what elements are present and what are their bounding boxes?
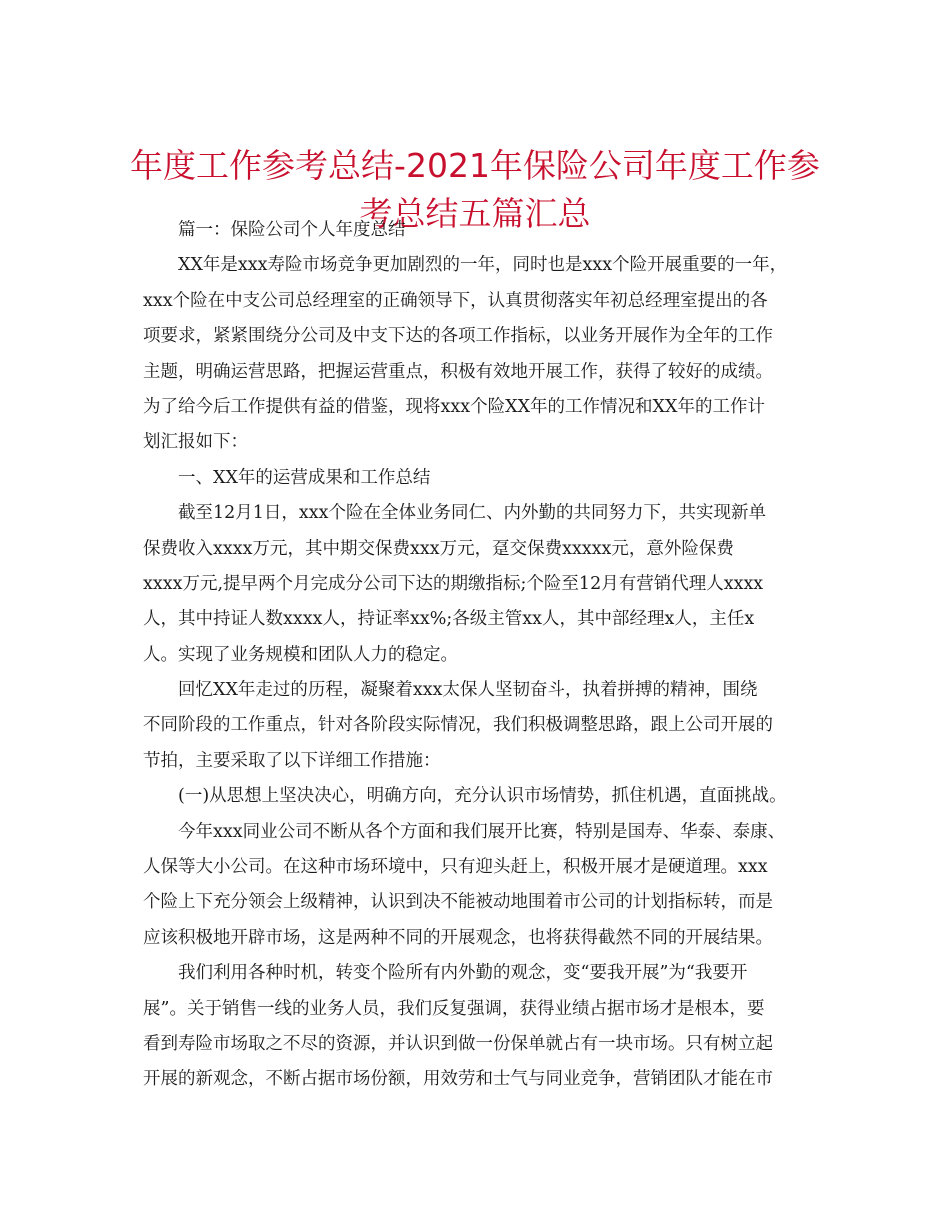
body-line: 为了给今后工作提供有益的借鉴，现将xxx个险XX年的工作情况和XX年的工作计 <box>143 396 765 417</box>
body-line: xxxx万元,提早两个月完成分公司下达的期缴指标;个险至12月有营销代理人xxxx <box>143 573 764 594</box>
document-body <box>143 213 823 1098</box>
body-line: (一)从思想上坚决决心，明确方向，充分认识市场情势，抓住机遇，直面挑战。 <box>178 786 787 807</box>
body-line: xxx个险在中支公司总经理室的正确领导下，认真贯彻落实年初总经理室提出的各 <box>143 290 768 311</box>
body-line: 一、XX年的运营成果和工作总结 <box>178 467 431 488</box>
title-line-1: 年度工作参考总结-2021年保险公司年度工作参 <box>130 146 820 186</box>
body-line: 今年xxx同业公司不断从各个方面和我们展开比赛，特别是国寿、华泰、泰康、 <box>178 821 786 842</box>
body-line: XX年是xxx寿险市场竞争更加剧烈的一年，同时也是xxx个险开展重要的一年， <box>178 255 788 276</box>
body-line: 不同阶段的工作重点，针对各阶段实际情况，我们积极调整思路，跟上公司开展的 <box>143 715 773 736</box>
body-line: 人保等大小公司。在这种市场环境中，只有迎头赶上，积极开展才是硬道理。xxx <box>143 857 768 878</box>
body-line: 开展的新观念，不断占据市场份额，用效劳和士气与同业竞争，营销团队才能在市 <box>143 1069 773 1090</box>
body-line: 截至12月1日，xxx个险在全体业务同仁、内外勤的共同努力下，共实现新单 <box>178 503 767 524</box>
body-line: 我们利用各种时机，转变个险所有内外勤的观念，变“要我开展”为“我要开 <box>178 963 748 984</box>
body-line: 保费收入xxxx万元，其中期交保费xxx万元，趸交保费xxxxx元，意外险保费 <box>143 538 734 559</box>
body-line: 个险上下充分领会上级精神，认识到决不能被动地围着市公司的计划指标转，而是 <box>143 892 773 913</box>
body-line: 主题，明确运营思路，把握运营重点，积极有效地开展工作，获得了较好的成绩。 <box>143 361 773 382</box>
body-line: 看到寿险市场取之不尽的资源，并认识到做一份保单就占有一块市场。只有树立起 <box>143 1033 773 1054</box>
body-line: 篇一：保险公司个人年度总结 <box>178 220 406 240</box>
body-line: 应该积极地开辟市场，这是两种不同的开展观念，也将获得截然不同的开展结果。 <box>143 927 773 948</box>
body-line: 划汇报如下： <box>143 432 248 453</box>
body-line: 节拍，主要采取了以下详细工作措施： <box>143 750 441 771</box>
body-line: 人，其中持证人数xxxx人，持证率xx%;各级主管xx人，其中部经理x人，主任x <box>143 609 755 630</box>
title-line-2: 考总结五篇汇总 <box>359 194 591 234</box>
body-line: 回忆XX年走过的历程，凝聚着xxx太保人坚韧奋斗，执着拼搏的精神，围绕 <box>178 680 758 701</box>
body-line: 项要求，紧紧围绕分公司及中支下达的各项工作指标，以业务开展作为全年的工作 <box>143 326 773 347</box>
body-line: 展”。关于销售一线的业务人员，我们反复强调，获得业绩占据市场才是根本，要 <box>143 998 765 1019</box>
body-line: 人。实现了业务规模和团队人力的稳定。 <box>143 644 458 665</box>
